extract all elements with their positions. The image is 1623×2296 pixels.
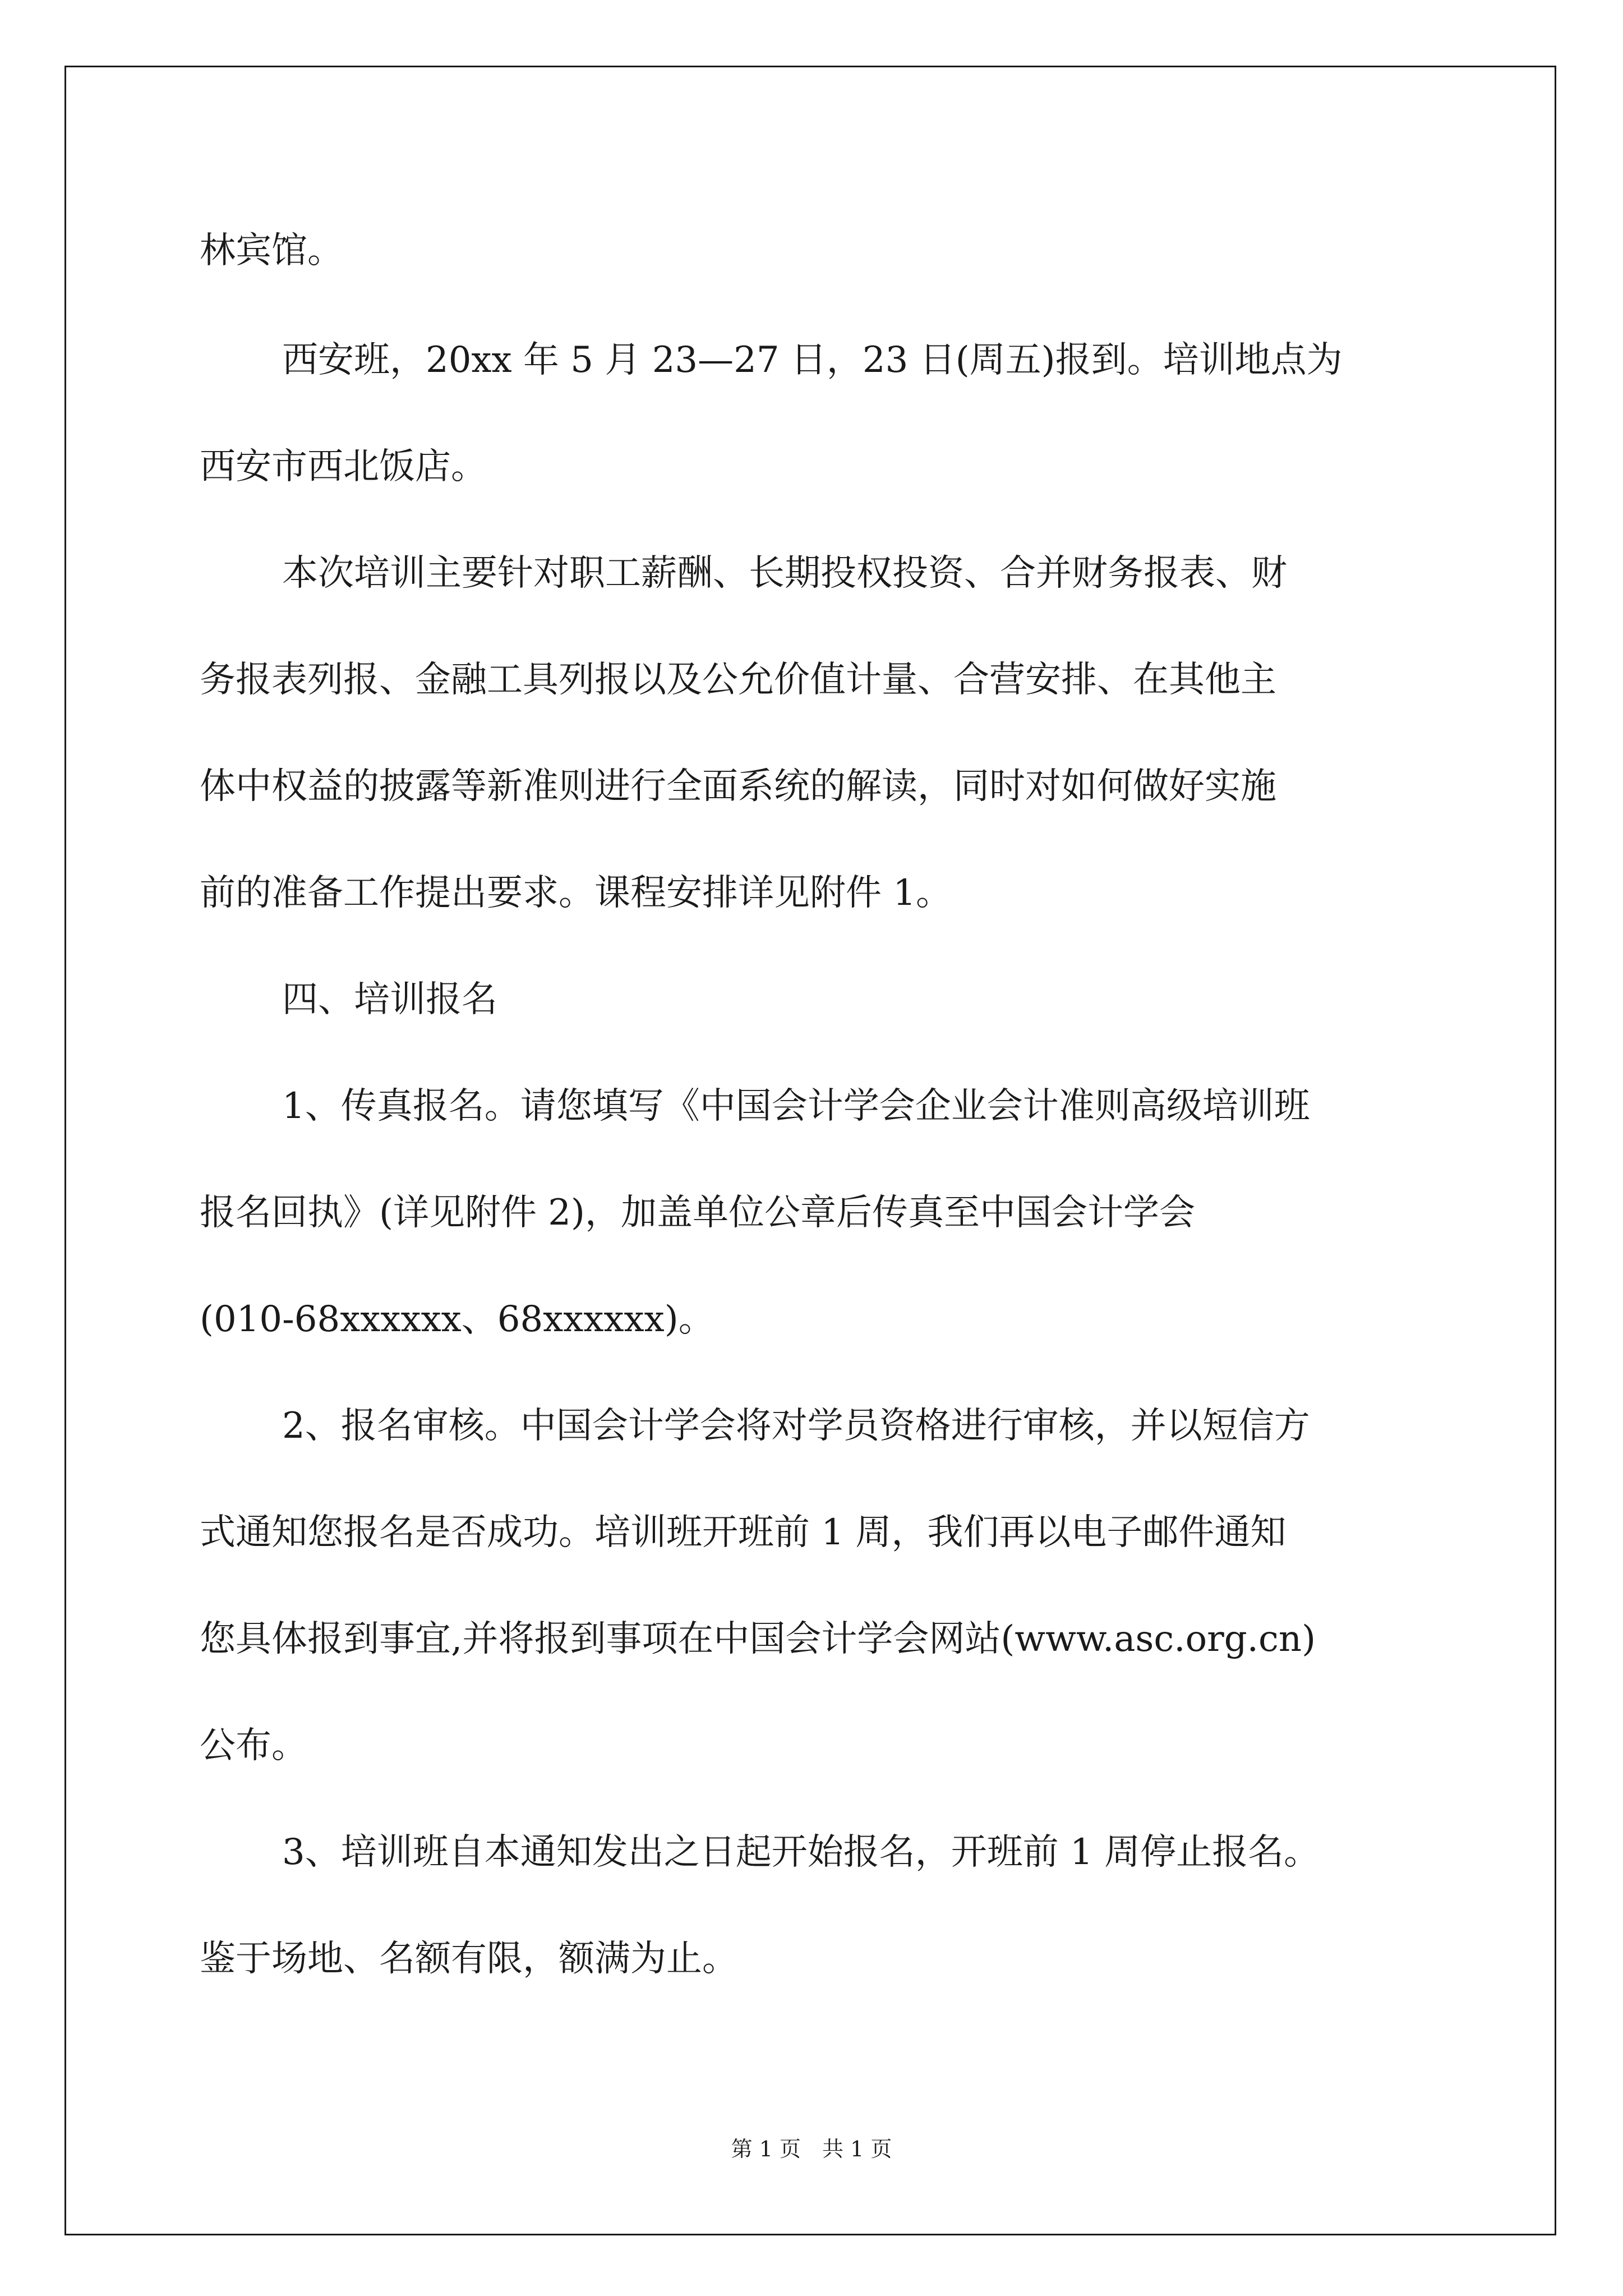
text-line: 公布。 [200, 1725, 307, 1766]
text-line: 式通知您报名是否成功。培训班开班前 1 周，我们再以电子邮件通知 [200, 1512, 1287, 1553]
text-line: 报名回执》(详见附件 2)，加盖单位公章后传真至中国会计学会 [200, 1192, 1195, 1234]
text-line: 西安班，20xx 年 5 月 23—27 日，23 日(周五)报到。培训地点为 [282, 339, 1343, 381]
text-line: 鉴于场地、名额有限，额满为止。 [200, 1938, 738, 1980]
page-border [64, 66, 1556, 2235]
text-line: 1、传真报名。请您填写《中国会计学会企业会计准则高级培训班 [282, 1085, 1310, 1127]
text-line: 您具体报到事宜,并将报到事项在中国会计学会网站(www.asc.org.cn) [200, 1618, 1316, 1660]
text-line: (010-68xxxxxx、68xxxxxx)。 [200, 1299, 714, 1340]
text-line: 2、报名审核。中国会计学会将对学员资格进行审核，并以短信方 [282, 1405, 1310, 1447]
text-line: 体中权益的披露等新准则进行全面系统的解读，同时对如何做好实施 [200, 766, 1276, 807]
text-line: 本次培训主要针对职工薪酬、长期投权投资、合并财务报表、财 [282, 553, 1287, 594]
text-line: 前的准备工作提出要求。课程安排详见附件 1。 [200, 872, 952, 914]
section-heading: 四、培训报名 [282, 979, 497, 1020]
text-line: 3、培训班自本通知发出之日起开始报名，开班前 1 周停止报名。 [282, 1832, 1320, 1873]
page-footer: 第 1 页 共 1 页 [731, 2137, 892, 2161]
text-line: 林宾馆。 [200, 230, 343, 272]
text-line: 西安市西北饭店。 [200, 446, 487, 487]
text-line: 务报表列报、金融工具列报以及公允价值计量、合营安排、在其他主 [200, 659, 1276, 701]
